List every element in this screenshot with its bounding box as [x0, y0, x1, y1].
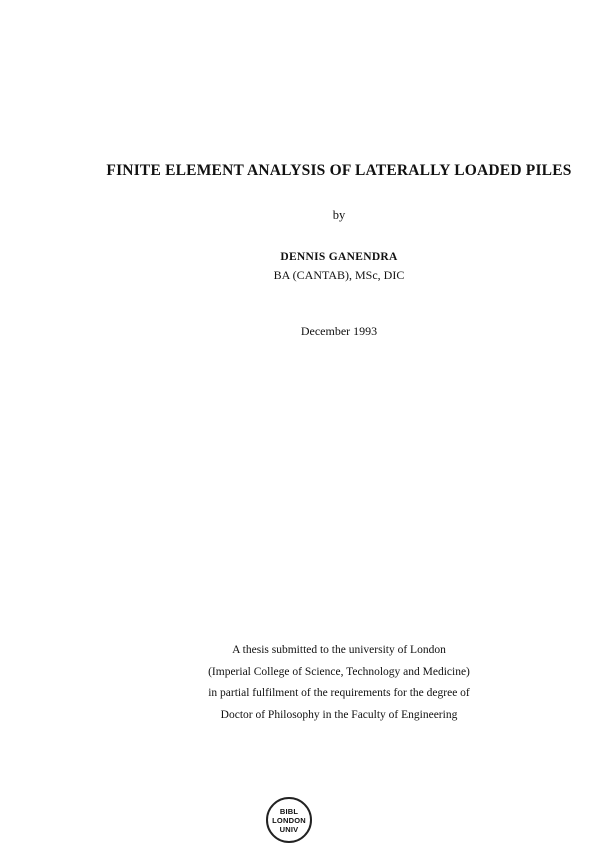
- stamp-line: UNIV: [279, 824, 299, 834]
- author-name: DENNIS GANENDRA: [280, 251, 398, 263]
- stamp-line: BIBL: [279, 806, 299, 816]
- statement-line: Doctor of Philosophy in the Faculty of Engineering: [220, 709, 458, 722]
- by-label: by: [332, 208, 346, 222]
- thesis-title: FINITE ELEMENT ANALYSIS OF LATERALLY LOADED PILES: [106, 162, 572, 179]
- statement-line: (Imperial College of Science, Technology and Medicine): [208, 665, 470, 678]
- submission-date: December 1993: [300, 324, 378, 338]
- statement-line: A thesis submitted to the university of London: [232, 644, 446, 656]
- library-stamp: [266, 797, 312, 843]
- author-degrees: BA (CANTAB), MSc, DIC: [273, 268, 405, 282]
- stamp-line: LONDON: [272, 815, 306, 825]
- submission-statement: [78, 640, 600, 727]
- statement-line: in partial fulfilment of the requirements for the degree of: [208, 687, 470, 700]
